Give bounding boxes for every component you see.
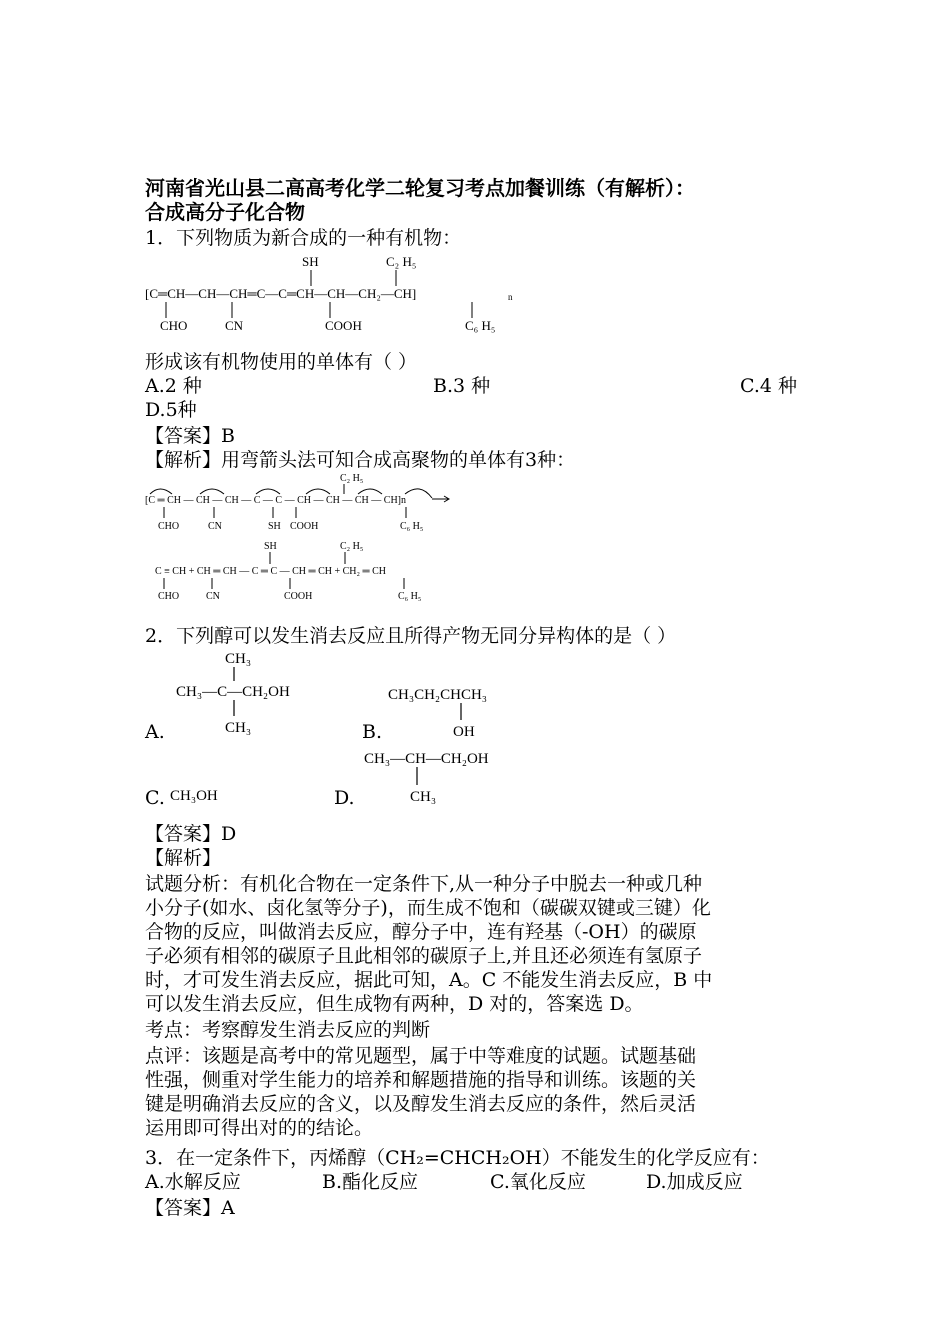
q2-kaodian: 考点：考察醇发生消去反应的判断 [145,1019,431,1041]
q2-label-a: A. [145,721,165,743]
q2-label-d: D. [334,787,355,809]
q2-analysis-line: 合物的反应，叫做消去反应，醇分子中，连有羟基（-OH）的碳原 [145,921,697,943]
q1-stem: 1．下列物质为新合成的一种有机物： [145,227,462,249]
q1-option-c: C.4 种 [740,375,798,397]
scheme-row2-cn: CN [206,591,220,602]
q3-stem: 3．在一定条件下，丙烯醇（CH₂=CHCH₂OH）不能发生的化学反应有： [145,1147,770,1169]
scheme-row2-c2h5: C₂ H₅ [340,541,364,552]
q2-label-c: C. [145,787,165,809]
scheme-row1-c6h5: C₆ H₅ [400,521,424,532]
scheme-row1-cn: CN [208,521,222,532]
scheme-row2-c6h5: C₆ H₅ [398,591,422,602]
q1-question: 形成该有机物使用的单体有（ ） [145,351,418,373]
q1-cn-label: CN [225,318,244,333]
q2-pingping-line: 点评：该题是高考中的常见题型，属于中等难度的试题。试题基础 [145,1045,697,1067]
q2-analysis-line: 小分子(如水、卤化氢等分子)，而生成不饱和（碳碳双键或三键）化 [145,897,711,919]
q2-stem: 2．下列醇可以发生消去反应且所得产物无同分异构体的是（ ） [145,625,677,647]
q2-analysis-line: 可以发生消去反应，但生成物有两种，D 对的，答案选 D。 [145,993,644,1015]
q2-c-struct: CH₃OH [170,788,218,804]
q3-option-b: B.酯化反应 [322,1171,419,1193]
q2-label-b: B. [362,721,383,743]
q1-bond-lines [166,270,472,318]
q2-b-bot: OH [453,724,475,740]
q3-answer: 【答案】A [145,1197,235,1219]
scheme-row2-cho: CHO [158,591,180,602]
q1-analysis: 【解析】用弯箭头法可知合成高聚物的单体有3种： [145,449,576,471]
scheme-row1-cooh: COOH [290,521,319,532]
q2-b-top: CH₃CH₂CHCH₃ [388,687,488,703]
q2-analysis-head: 【解析】 [145,847,222,869]
scheme-row1-chain: [C ═ CH — CH — CH — C — C — CH — CH — CH — CH]n [145,495,406,506]
q3-option-c: C.氧化反应 [490,1171,586,1193]
q1-c6h5-label: C₆ H₅ [465,318,496,333]
q1-cooh-label: COOH [325,318,362,333]
q2-analysis-line: 试题分析：有机化合物在一定条件下,从一种分子中脱去一种或几种 [145,873,703,895]
q2-d-top: CH₃—CH—CH₂OH [364,751,489,767]
doc-title-line1: 河南省光山县二高高考化学二轮复习考点加餐训练（有解析）： [145,176,695,200]
q2-a-mid: CH₃—C—CH₂OH [176,684,290,700]
scheme-row2-cooh: COOH [284,591,313,602]
q1-option-a: A.2 种 [145,375,202,397]
q1-sh-label: SH [302,254,319,269]
q1-answer: 【答案】B [145,425,235,447]
q1-cho-label: CHO [160,318,188,333]
q2-d-bot: CH₃ [410,789,437,805]
q2-pingping-line: 键是明确消去反应的含义，以及醇发生消去反应的条件，然后灵活 [145,1093,697,1115]
q3-option-d: D.加成反应 [646,1171,743,1193]
q1-c2h5-label: C₂ H₅ [386,254,417,269]
q2-analysis-line: 时，才可发生消去反应，据此可知，A。C 不能发生消去反应，B 中 [145,969,713,991]
scheme-row1-sh: SH [268,521,281,532]
scheme-row2-chain: C ≡ CH + CH ═ CH — C ═ C — CH ═ CH + CH₂ ═ CH [155,566,386,577]
scheme-arrows-and-bonds [150,484,449,589]
scheme-row1-cho: CHO [158,521,180,532]
q1-option-b: B.3 种 [433,375,491,397]
q1-option-d: D.5种 [145,399,197,421]
q2-analysis-line: 子必须有相邻的碳原子且此相邻的碳原子上,并且还必须连有氢原子 [145,945,703,967]
q2-pingping-line: 运用即可得出对的的结论。 [145,1117,374,1139]
q2-pingping-line: 性强，侧重对学生能力的培养和解题措施的指导和训练。该题的关 [145,1069,697,1091]
q2-a-top: CH₃ [225,651,252,667]
q2-answer: 【答案】D [145,823,237,845]
scheme-row2-sh: SH [264,541,277,552]
scheme-row1-c2h5: C₂ H₅ [340,473,364,484]
q1-n-label: n [508,292,513,302]
doc-title-line2: 合成高分子化合物 [145,200,305,224]
q2-a-bot: CH₃ [225,720,252,736]
q3-option-a: A.水解反应 [145,1171,241,1193]
q1-chain: [C═CH—CH—CH═C—C═CH—CH—CH₂—CH] [145,286,417,301]
